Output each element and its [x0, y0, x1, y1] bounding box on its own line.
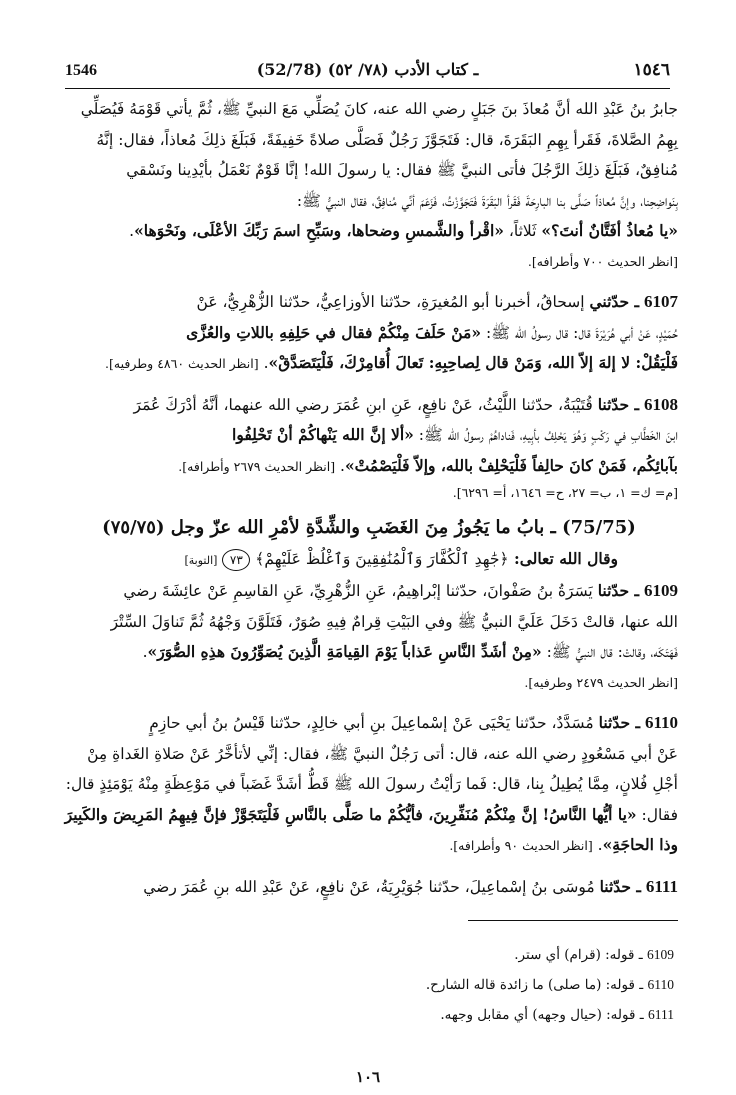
prophetic-saying: «مِنْ أشَدِّ النَّاسِ عَذاباً يَوْمَ القِيامَةِ الَّذِينَ يُصَوِّرُونَ هذِهِ الصُّوَرَ»	[147, 642, 542, 661]
prophetic-saying: «يا مُعاذُ أفَتَّانٌ أنتَ؟»	[541, 221, 678, 240]
text-line: أجْلِ فُلانٍ، مِمَّا يُطِيلُ بِنا، قال: فَما رَأيْتُ رسولَ الله ﷺ قَطُّ أشَدَّ غَضَباً في مَوْعِظَةٍ مِنْهُ يَوْمَئِذٍ قال:	[65, 775, 678, 793]
text-line	[60, 420, 678, 451]
prophetic-saying: وذا الحاجَةِ»	[602, 835, 678, 854]
cross-reference: [انظر الحديث ٩٠ وأطرافه].	[449, 838, 593, 853]
page-number-arabic: ١٥٤٦	[633, 60, 670, 80]
prophetic-saying: بآبائِكُم، فَمَنْ كانَ حالِفاً فَلْيَحْلِفْ بالله، وإلاّ فَلْيَصْمُتْ»	[344, 455, 678, 475]
running-title: (52/78) ـ كتاب الأدب (٧٨/ ٥٢)	[256, 60, 479, 79]
narration-label: ـ حدّثنا	[597, 394, 640, 414]
text-line: عَنْ أبي مَسْعُودٍ رضي الله عنه، قال: أتى رَجُلٌ النبيَّ ﷺ، فقال: إنِّي لأتأخَّرُ عَنْ صَلاةِ الغَداةِ مِنْ	[87, 744, 678, 763]
narration-label: ـ حدّثنا	[597, 581, 640, 600]
text-span: قُتَيْبَةُ، حدّثنا اللَّيْثُ، عَنْ نافِعٍ، عَنِ ابنِ عُمَرَ رضي الله عنهما، أنَّهُ أدْرَكَ عُمَرَ	[133, 395, 598, 414]
text-line	[60, 318, 678, 349]
hadith-6111	[60, 872, 678, 903]
verse-intro: وقال الله تعالى:	[508, 549, 618, 568]
hadith-6110	[60, 708, 678, 862]
footnote-text: ـ قوله: (ما صلى) ما زائدة قاله الشارح.	[425, 977, 648, 993]
hadith-6107	[60, 287, 678, 380]
manuscript-codes: [م= ك= ١، ب= ٢٧، ح= ١٦٤٦، أ= ٦٢٩٦].	[452, 485, 678, 500]
text-span: .	[129, 222, 135, 240]
text-span: مُوسَى بنُ إسْماعِيلَ، حدّثنا جُوَيْرِيَةُ، عَنْ نافِعٍ، عَنْ عَبْدِ الله بنِ عُمَرَ رضي	[143, 877, 600, 896]
footnote	[300, 1000, 674, 1030]
text-line	[60, 348, 678, 380]
text-line: بِنَواضِحِنا، وإنَّ مُعاذاً صَلَّى بنا البارِحَةَ فَقَرأ البَقَرَةَ فَتَجَوَّزْتُ، فَزَعَمَ أنِّي مُنافِقٌ، فقال النبيُّ ﷺ:	[296, 191, 678, 210]
text-line	[60, 800, 678, 831]
text-line	[60, 872, 678, 903]
footnote-text: ـ قوله: (حيال وجهه) أي مقابل وجهه.	[440, 1007, 648, 1023]
footnote	[300, 940, 674, 970]
page-body	[60, 94, 678, 902]
hadith-6106-continuation	[60, 94, 678, 277]
text-line: بِهِمُ الصَّلاةَ، فَقَرأ بِهِمِ البَقَرَةَ، قال: فَتَجَوَّزَ رَجُلٌ فَصَلَّى صلاةً خَفِيفَةً، فَبَلَغَ ذلِكَ مُعاذاً، فقال: إنَّهُ	[96, 130, 678, 149]
prophetic-saying: «ألا إنَّ الله يَنْهاكُمْ أنْ تَحْلِفُوا	[232, 425, 414, 444]
text-span: إسحاقُ، أخبرنا أبو المُغيرَةِ، حدّثنا الأوزاعِيُّ، حدّثنا الزُّهْرِيُّ، عَنْ	[196, 293, 590, 311]
text-line: مُنافِقٌ، فَبَلَغَ ذلِكَ الرَّجُلَ فأتى النبيَّ ﷺ فقال: يا رسولَ الله! إنَّا قَوْمٌ نَعْمَلُ بأيْدِينا ونَسْقي	[126, 161, 678, 179]
narration-label: ـ حدّثنا	[598, 713, 640, 732]
hadith-6109	[60, 576, 678, 698]
text-line	[60, 390, 678, 421]
hadith-number: 6108	[644, 394, 678, 414]
hadith-number: 6111	[645, 876, 678, 896]
prophetic-saying: تَعالَ أُقامِرْكَ، فَلْيَتَصَدَّقْ»	[268, 353, 424, 372]
footnote-number: 6110	[647, 977, 674, 992]
text-span: فقال:	[636, 805, 678, 824]
footnote-number: 6111	[648, 1007, 674, 1022]
text-line	[60, 708, 678, 739]
text-line	[60, 216, 678, 247]
footnote-rule	[468, 920, 678, 921]
verse-source: [التوبة]	[184, 554, 218, 567]
text-span: فَهَتَكَه، وقالتْ: قال النبيُّ ﷺ:	[541, 643, 678, 661]
page-header	[65, 58, 670, 88]
text-line	[60, 451, 678, 483]
text-line	[60, 576, 678, 607]
footnotes	[300, 940, 674, 1030]
chapter-heading: (75/75) ـ بابُ ما يَجُوزُ مِنَ الغَضَبِ والشِّدَّةِ لأمْرِ الله عزّ وجل (٧٥/٧٥)	[102, 517, 636, 538]
cross-reference: [انظر الحديث ٢٤٧٩ وطرفيه].	[524, 674, 678, 690]
verse-number-badge: ٧٣	[222, 549, 250, 571]
cross-reference: [انظر الحديث ٤٨٦٠ وطرفيه].	[105, 356, 259, 371]
text-span: .	[592, 836, 603, 854]
text-span: .	[142, 643, 148, 661]
cross-reference: [انظر الحديث ٧٠٠ وأطرافه].	[527, 253, 678, 269]
text-span: .	[258, 354, 269, 372]
verse-text: ﴿جَٰهِدِ ٱلْكُفَّارَ وَٱلْمُنَٰفِقِينَ وَٱغْلُظْ عَلَيْهِمْ﴾	[255, 550, 509, 568]
text-span: .	[335, 456, 345, 475]
footnote	[300, 970, 674, 1000]
text-line: جابرُ بنُ عَبْدِ الله أنَّ مُعاذَ بنَ جَبَلٍ رضي الله عنه، كانَ يُصَلِّي مَعَ النبيِّ ﷺ، ثُمَّ يأتي قَوْمَهُ فَيُصَلِّي	[80, 100, 678, 118]
text-line: الله عنها، قالتْ دَخَلَ عَلَيَّ النبيُّ ﷺ وفي البَيْتِ قِرامٌ فِيهِ صُوَرٌ، فَتَلَوَّنَ وَجْهُهُ ثُمَّ تَناوَلَ السِّتْرَ	[110, 612, 678, 631]
hadith-6108	[60, 390, 678, 505]
hadith-number: 6110	[644, 713, 678, 732]
prophetic-saying: «اقْرأ والشَّمسِ وضحاها، وسَبِّحِ اسمَ رَبِّكَ الأعْلَى، ونَحْوَها»	[134, 221, 504, 240]
header-rule	[65, 88, 670, 89]
footnote-number: 6109	[647, 947, 674, 962]
narration-label: ـ حدّثني	[589, 292, 640, 311]
cross-reference: [انظر الحديث ٢٦٧٩ وأطرافه].	[178, 458, 336, 474]
prophetic-saying: فَلْيَقُلْ: لا إلهَ إلاّ الله،	[541, 353, 678, 372]
text-span: مُسَدَّدٌ، حدّثنا يَحْيَى عَنْ إسْماعِيلَ بنِ أبي خالِدٍ، حدّثنا قَيْسُ بنُ أبي حازِمٍ	[149, 714, 599, 732]
text-line	[60, 830, 678, 862]
text-span: حُمَيْدٍ، عَنْ أبي هُرَيْرَةَ قال: قال رسولُ الله ﷺ:	[481, 323, 678, 342]
prophetic-saying: «يا أيُّها النَّاسُ! إنَّ مِنْكُمْ مُنَفِّرِينَ، فأيُّكُمْ ما صَلَّى بالنَّاسِ فَلْيَتَجَوَّزْ فإنَّ فِيهِمُ المَرِيضَ والكَبِيرَ	[64, 804, 637, 824]
hadith-number: 6109	[644, 581, 678, 600]
text-span: ثَلاثاً،	[503, 222, 542, 240]
quran-verse	[60, 544, 678, 576]
hadith-number: 6107	[644, 292, 678, 311]
text-span: يَسَرَةُ بنُ صَفْوانَ، حدّثنا إبْراهِيمُ، عَنِ الزُّهْرِيِّ، عَنِ القاسِمِ عَنْ عائِشَةَ رضي	[123, 582, 598, 600]
text-span: ابنَ الخَطَّابِ في رَكْبٍ وَهُوَ يَحْلِفُ بأبِيهِ، فَناداهُمْ رسولُ الله ﷺ:	[413, 426, 678, 444]
page-footer-number: ١٠٦	[355, 1068, 381, 1086]
prophetic-saying: «مَنْ حَلَفَ مِنْكُمْ فقال في حَلِفِهِ باللاتِ والعُزَّى	[186, 322, 482, 342]
footnote-text: ـ قوله: (قرام) أي ستر.	[514, 947, 647, 963]
prophetic-saying: وَمَنْ قال لِصاحِبِهِ:	[423, 353, 542, 372]
page-number-latin: 1546	[65, 62, 97, 79]
narration-label: ـ حدّثنا	[599, 876, 641, 896]
text-line	[60, 637, 678, 668]
text-line	[60, 287, 678, 318]
